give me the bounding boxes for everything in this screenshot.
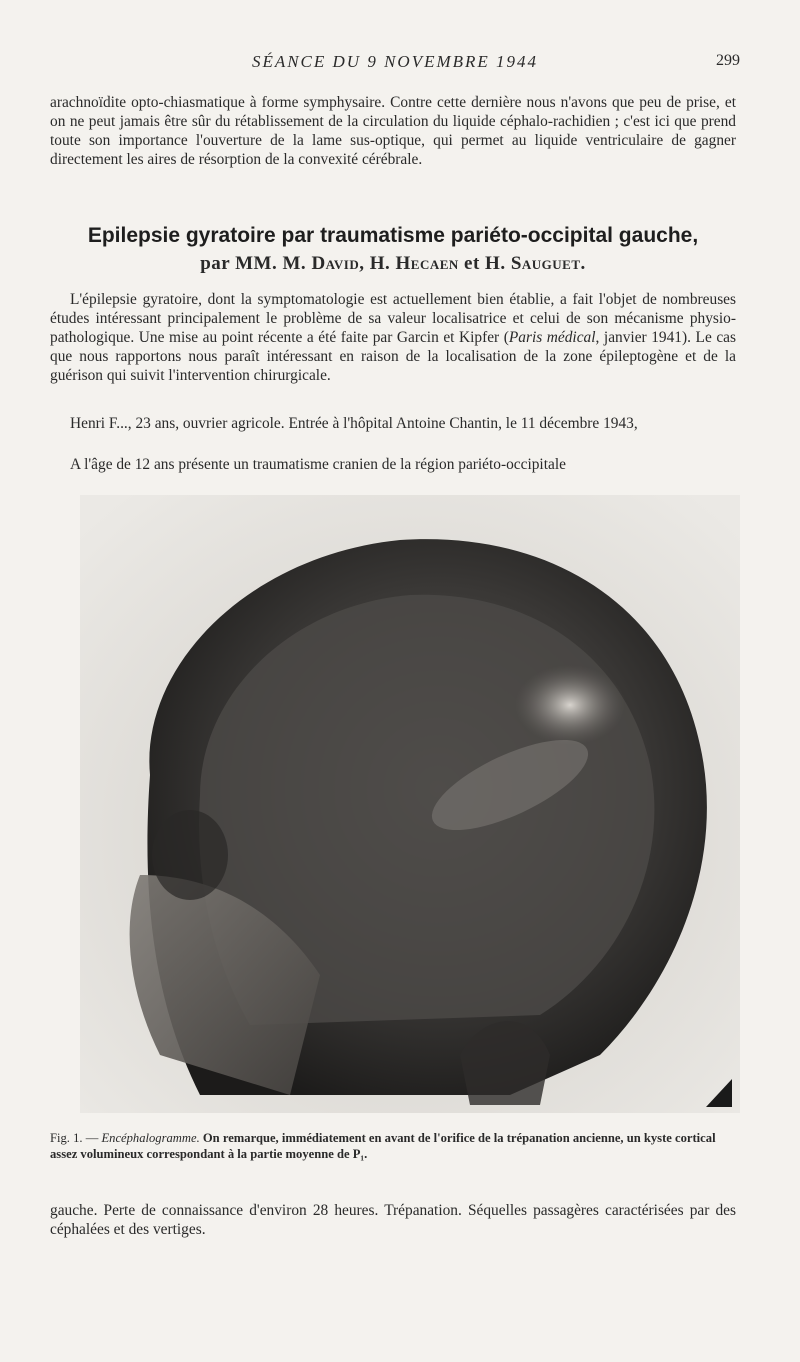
after-figure-paragraph: gauche. Perte de connaissance d'environ 28 heures. Trépanation. Séquelles passagères caractérisées par des céphalées et des vertiges. — [50, 1202, 736, 1238]
figure-title: Encéphalogramme. — [101, 1131, 200, 1145]
authors-sep-1: , H. — [359, 253, 391, 274]
authors-sep-2: et H. — [458, 253, 506, 274]
figure-caption — [50, 1130, 736, 1162]
running-head — [50, 52, 740, 76]
intro-text: L'épilepsie gyratoire, dont la symptomatologie est actuellement bien établie, a fait l'objet de nombreuses études intéressant principalement le problème de sa valeur localisatrice et celui de son mécanisme physio-pathologique. Une mise au point récente a été faite par Garcin et Kipfer ( — [50, 291, 736, 346]
authors-prefix: par MM. M. — [200, 253, 307, 274]
continuation-paragraph: arachnoïdite opto-chiasmatique à forme symphysaire. Contre cette dernière nous n'avons que peu de prise, et on ne peut jamais être sûr du rétablissement de la circulation du liquide céphalo-rachidien ; c'est ici que prend toute son importance l'ouverture de la lame sus-optique, qui permet au liquide ventriculaire de gagner directement les aires de résorption de la convexité cérébrale. — [50, 94, 736, 168]
case-paragraph: Henri F..., 23 ans, ouvrier agricole. Entrée à l'hôpital Antoine Chantin, le 11 décembre 1943, — [70, 415, 638, 432]
article-authors — [50, 250, 736, 278]
article-title: Epilepsie gyratoire par traumatisme pariéto-occipital gauche, — [87, 224, 699, 247]
xray-figure — [80, 495, 740, 1113]
author-david: David — [311, 253, 360, 274]
intro-paragraph — [50, 290, 736, 385]
journal-name: Paris médical — [508, 329, 596, 346]
figure-label: Fig. 1. — — [50, 1131, 99, 1145]
running-title: SÉANCE DU 9 NOVEMBRE 1944 — [251, 52, 539, 71]
article-heading — [50, 222, 736, 278]
case-paragraph-2: A l'âge de 12 ans présente un traumatisme cranien de la région pariéto-occipitale — [70, 456, 566, 473]
author-sauguet: Sauguet — [510, 253, 581, 274]
authors-end: . — [580, 253, 586, 274]
intro-text-end: , janvier 1941). Le cas que nous rapportons nous paraît intéressant en raison de la localisation de la zone épileptogène et de la guérison qui suivit l'intervention chirurgicale. — [50, 329, 736, 384]
figure-caption-text: On remarque, immédiatement en avant de l'orifice de la trépanation ancienne, un kyste cortical assez volumineux correspondant à la partie moyenne de P₁. — [50, 1131, 716, 1161]
page-number: 299 — [716, 52, 740, 69]
author-hecaen: Hecaen — [395, 253, 459, 274]
skull-xray-image — [80, 495, 740, 1113]
